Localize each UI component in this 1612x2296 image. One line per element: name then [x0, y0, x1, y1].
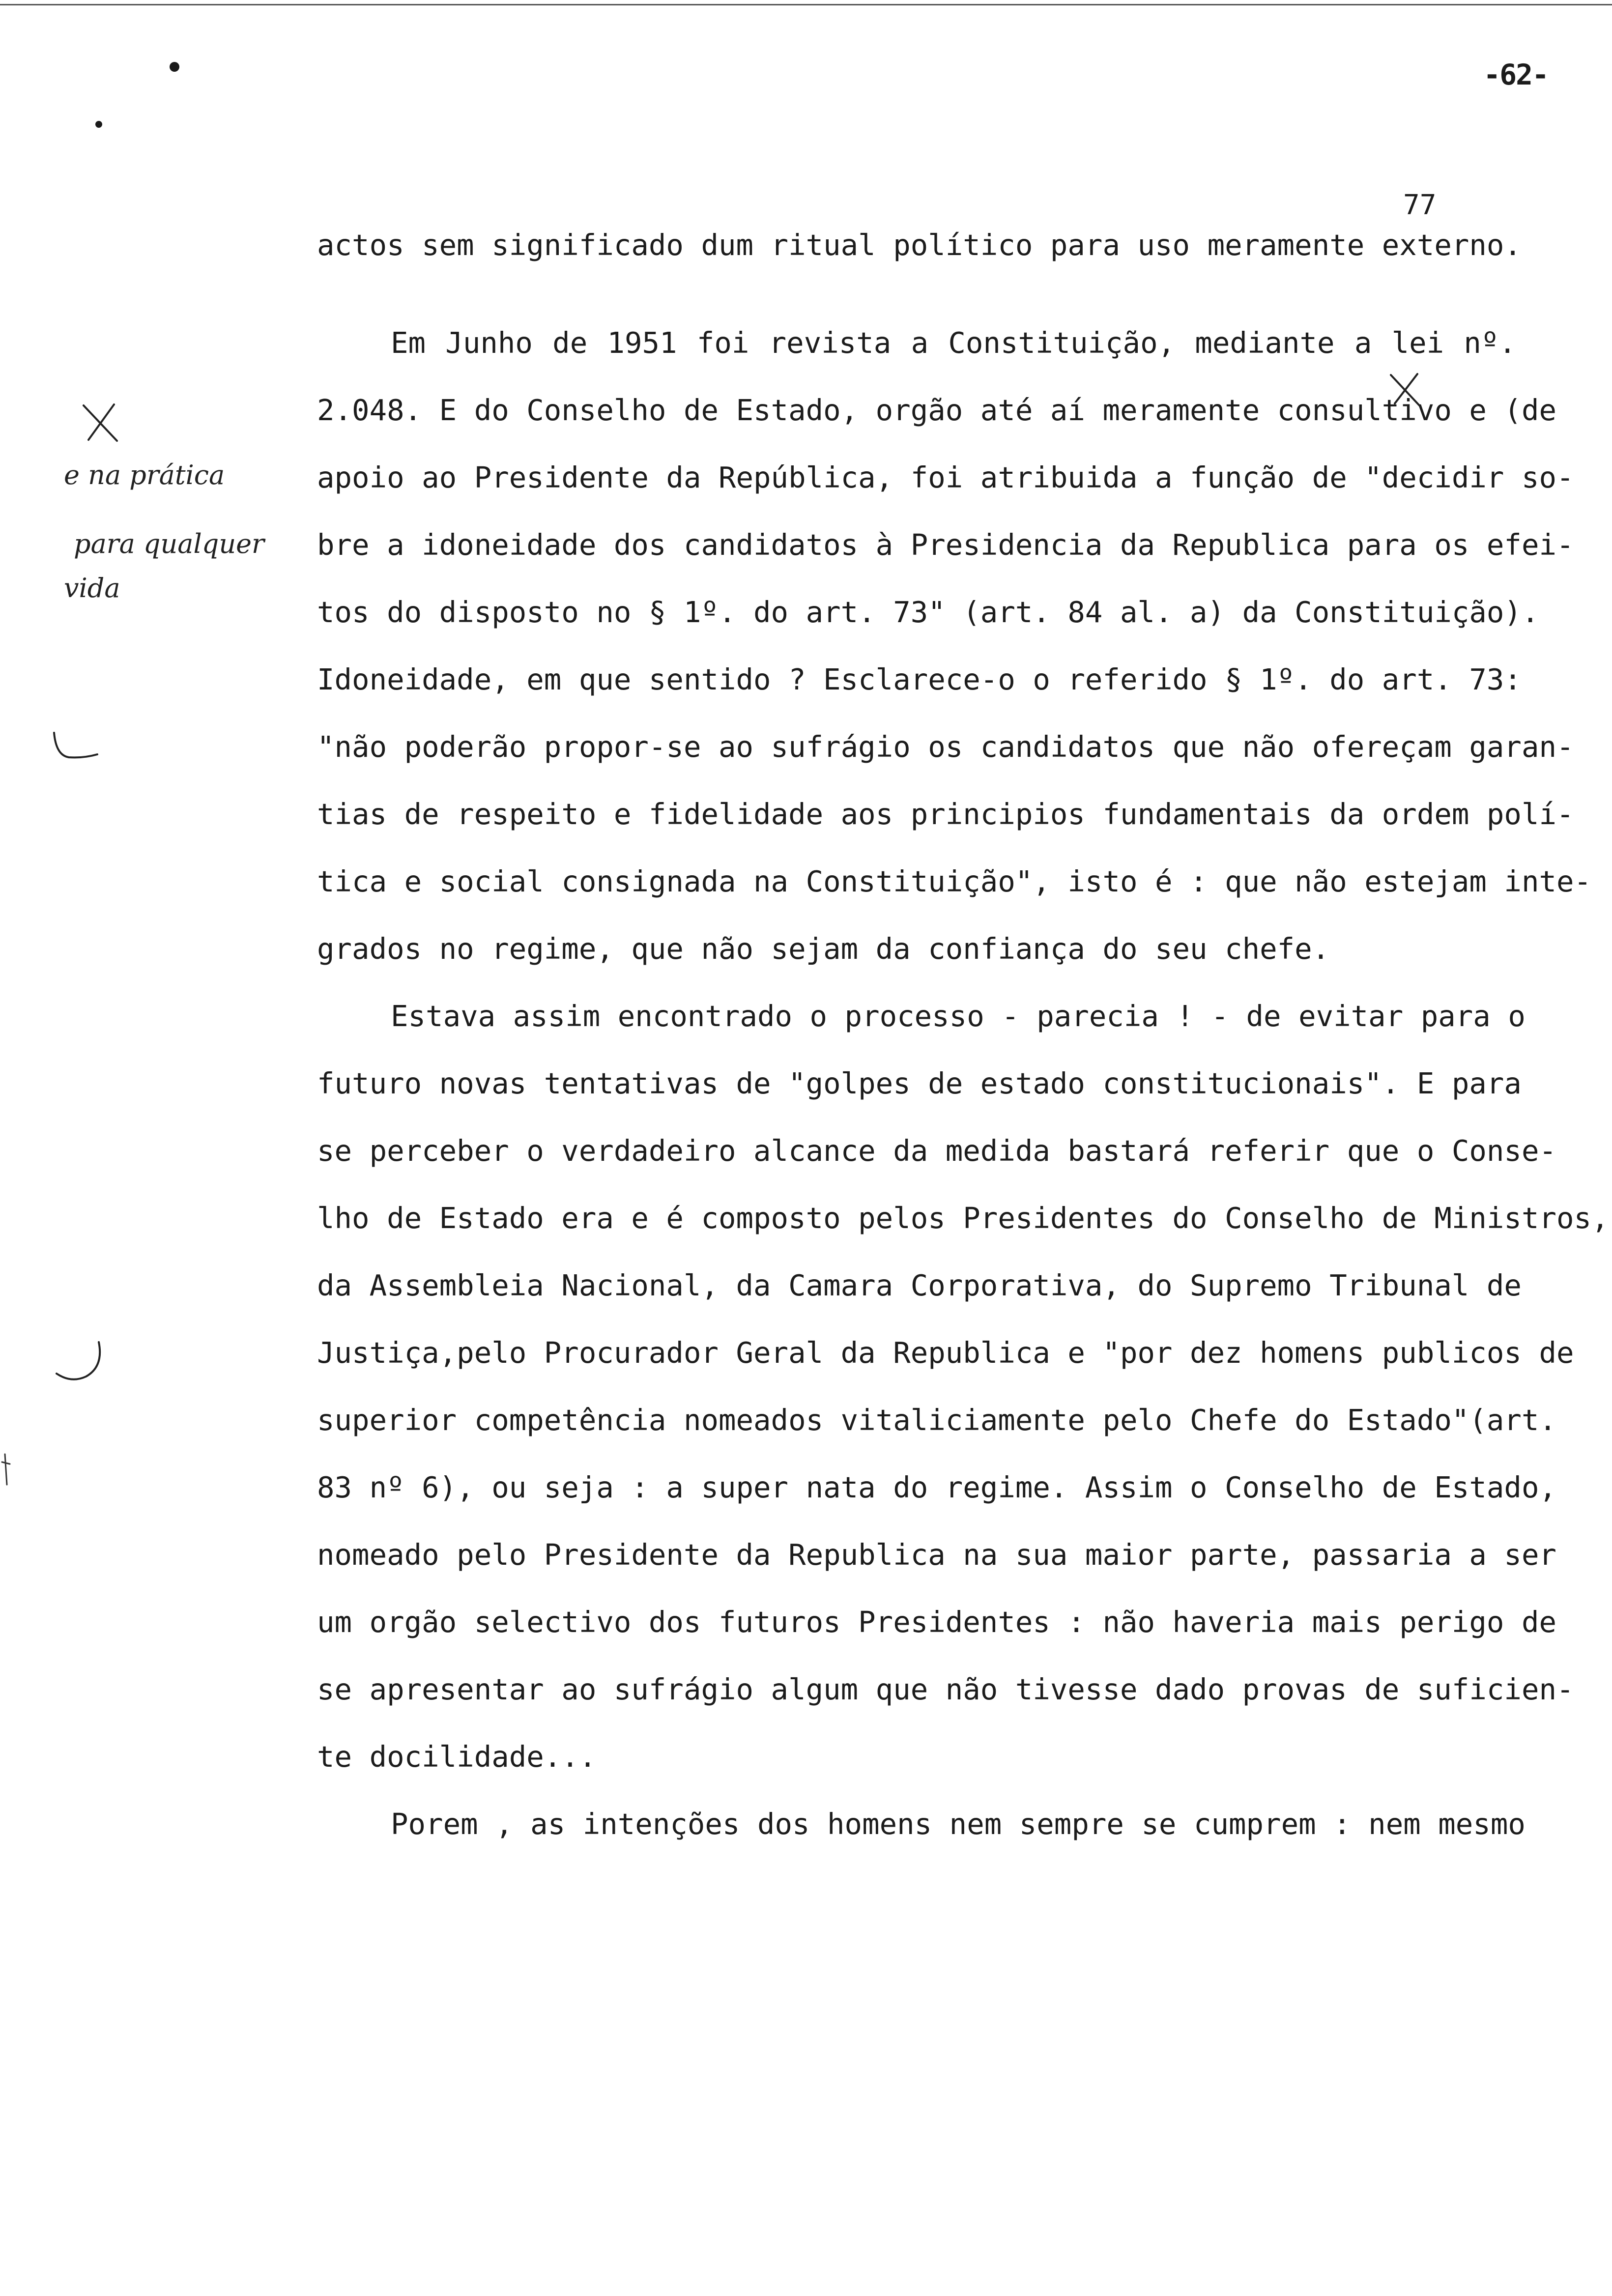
paragraph	[317, 211, 1522, 279]
margin-bracket-mark	[52, 1339, 106, 1388]
text-line: tica e social consignada na Constituição", isto é : que não estejam inte-	[317, 864, 1592, 898]
text-line: 83 nº 6), ou seja : a super nata do regime. Assim o Conselho de Estado,	[317, 1470, 1556, 1504]
text-line: te docilidade...	[317, 1740, 597, 1774]
margin-scratch-mark	[0, 1452, 15, 1487]
page-number: -62-	[1483, 58, 1548, 91]
text-line: Idoneidade, em que sentido ? Esclarece-o o referido § 1º. do art. 73:	[317, 662, 1522, 696]
text-line: "não poderão propor-se ao sufrágio os candidatos que não ofereçam garan-	[317, 730, 1574, 764]
paragraph	[317, 1790, 1526, 1858]
text-line: Porem , as intenções dos homens nem sempre se cumprem : nem mesmo	[391, 1807, 1526, 1841]
text-line: superior competência nomeados vitaliciamente pelo Chefe do Estado"(art.	[317, 1403, 1556, 1437]
text-line: lho de Estado era e é composto pelos Presidentes do Conselho de Ministros,	[317, 1201, 1609, 1235]
stray-dot	[170, 62, 179, 72]
margin-note-line: para qualquer	[74, 528, 264, 559]
stray-dot	[95, 121, 102, 128]
margin-bracket-mark	[49, 730, 103, 764]
insertion-cross-mark	[79, 401, 123, 445]
folio-number: 77	[1403, 189, 1437, 221]
text-line: 2.048. E do Conselho de Estado, orgão até aí meramente consultivo e (de	[317, 393, 1556, 427]
text-line: actos sem significado dum ritual político para uso meramente externo.	[317, 228, 1522, 262]
margin-note-line: vida	[64, 573, 120, 603]
text-line: Estava assim encontrado o processo - parecia ! - de evitar para o	[391, 999, 1526, 1033]
text-line: Justiça,pelo Procurador Geral da Republica e "por dez homens publicos de	[317, 1336, 1574, 1370]
text-line: um orgão selectivo dos futuros Presidentes : não haveria mais perigo de	[317, 1605, 1556, 1639]
insertion-cross-mark	[1386, 371, 1425, 410]
text-line: Em Junho de 1951 foi revista a Constituição, mediante a lei nº.	[391, 326, 1516, 360]
text-line: nomeado pelo Presidente da Republica na sua maior parte, passaria a ser	[317, 1538, 1556, 1572]
body-text	[317, 211, 1609, 1858]
text-line: bre a idoneidade dos candidatos à Presidencia da Republica para os efei-	[317, 528, 1574, 562]
text-line: da Assembleia Nacional, da Camara Corporativa, do Supremo Tribunal de	[317, 1268, 1522, 1302]
text-line: apoio ao Presidente da República, foi atribuida a função de "decidir so-	[317, 460, 1574, 494]
top-rule	[0, 4, 1612, 5]
text-line: tias de respeito e fidelidade aos principios fundamentais da ordem polí-	[317, 797, 1574, 831]
text-line: grados no regime, que não sejam da confiança do seu chefe.	[317, 932, 1330, 966]
text-line: se perceber o verdadeiro alcance da medida bastará referir que o Conse-	[317, 1134, 1556, 1168]
paragraph	[317, 309, 1592, 982]
text-line: tos do disposto no § 1º. do art. 73" (art. 84 al. a) da Constituição).	[317, 595, 1539, 629]
margin-note-line: e na prática	[64, 459, 225, 490]
paragraph	[317, 982, 1609, 1790]
text-line: se apresentar ao sufrágio algum que não tivesse dado provas de suficien-	[317, 1672, 1574, 1706]
text-line: futuro novas tentativas de "golpes de estado constitucionais". E para	[317, 1066, 1522, 1100]
